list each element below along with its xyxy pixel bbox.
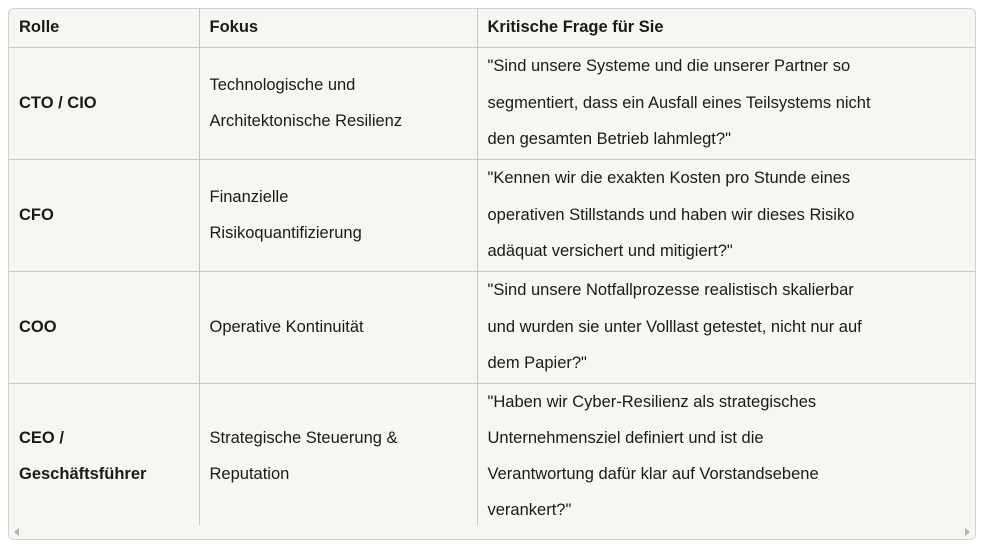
- focus-cell: [199, 159, 477, 271]
- horizontal-scrollbar[interactable]: [9, 525, 975, 539]
- header-role: Rolle: [9, 9, 199, 47]
- focus-cell: [199, 383, 477, 529]
- question-line: dem Papier?": [487, 354, 587, 373]
- chevron-left-icon[interactable]: [14, 528, 19, 536]
- question-cell: [477, 47, 976, 159]
- role-line: Geschäftsführer: [19, 465, 147, 483]
- focus-line: Strategische Steuerung &: [209, 429, 398, 447]
- roles-table: [9, 9, 976, 529]
- question-line: verankert?": [487, 501, 572, 520]
- focus-cell: [199, 271, 477, 383]
- question-cell: [477, 383, 976, 529]
- focus-line: Finanzielle: [209, 188, 289, 206]
- table-container: [8, 8, 976, 540]
- question-line: Verantwortung dafür klar auf Vorstandsebene: [487, 465, 819, 483]
- question-line: "Sind unsere Systeme und die unserer Partner so: [487, 57, 851, 76]
- table-row: [9, 383, 976, 529]
- focus-line: Operative Kontinuität: [209, 318, 364, 336]
- question-line: "Kennen wir die exakten Kosten pro Stunde eines: [487, 169, 851, 188]
- question-line: "Haben wir Cyber-Resilienz als strategisches: [487, 392, 817, 411]
- question-line: den gesamten Betrieb lahmlegt?": [487, 130, 731, 149]
- focus-line: Technologische und: [209, 76, 356, 94]
- role-cell: CFO: [9, 159, 199, 271]
- question-line: "Sind unsere Notfallprozesse realistisch skalierbar: [487, 281, 854, 300]
- question-line: operativen Stillstands und haben wir dieses Risiko: [487, 205, 855, 224]
- table-row: [9, 47, 976, 159]
- chevron-right-icon[interactable]: [965, 528, 970, 536]
- table-row: [9, 271, 976, 383]
- role-line: CEO /: [19, 428, 64, 447]
- question-cell: [477, 159, 976, 271]
- question-cell: [477, 271, 976, 383]
- focus-line: Risikoquantifizierung: [209, 224, 362, 242]
- focus-cell: [199, 47, 477, 159]
- role-cell: COO: [9, 271, 199, 383]
- focus-line: Reputation: [209, 465, 290, 483]
- table-row: [9, 159, 976, 271]
- header-focus: Fokus: [199, 9, 477, 47]
- header-question: Kritische Frage für Sie: [477, 9, 976, 47]
- role-cell: [9, 383, 199, 529]
- question-line: Unternehmensziel definiert und ist die: [487, 428, 764, 447]
- question-line: adäquat versichert und mitigiert?": [487, 242, 733, 261]
- table-header-row: [9, 9, 976, 47]
- focus-line: Architektonische Resilienz: [209, 112, 403, 130]
- role-cell: CTO / CIO: [9, 47, 199, 159]
- question-line: segmentiert, dass ein Ausfall eines Teilsystems nicht: [487, 93, 871, 112]
- question-line: und wurden sie unter Volllast getestet, nicht nur auf: [487, 317, 862, 336]
